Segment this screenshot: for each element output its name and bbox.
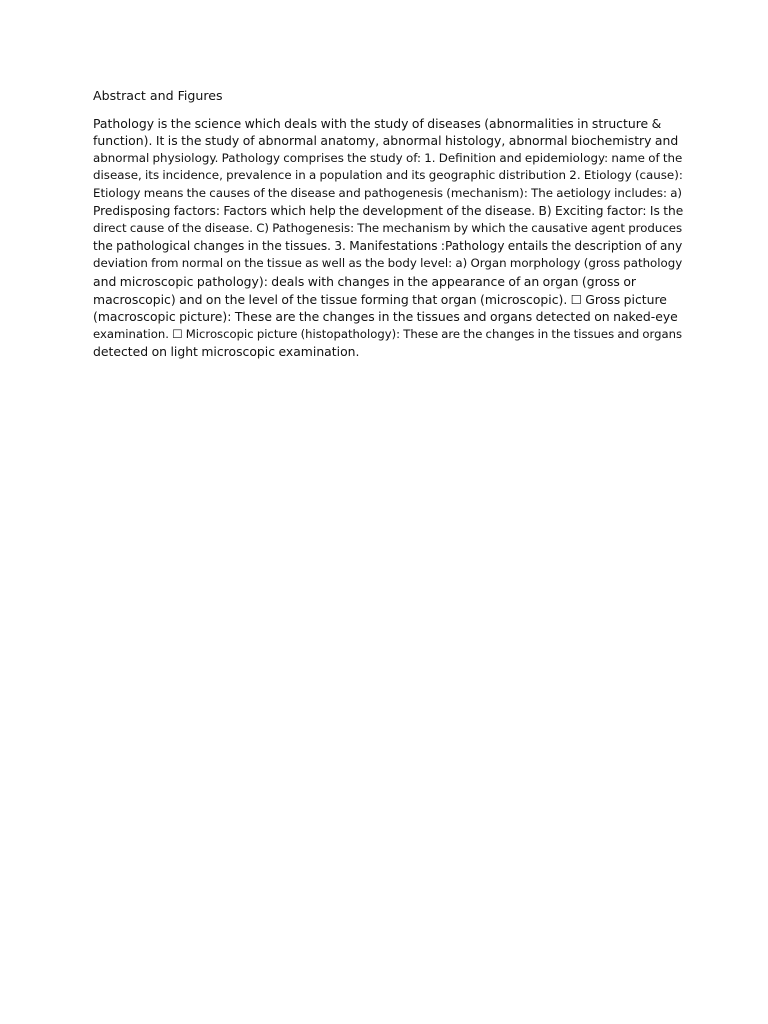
document-page — [93, 87, 683, 361]
paragraph-line: function). It is the study of abnormal anatomy, abnormal histology, abnormal biochemistry and — [93, 133, 679, 149]
paragraph-line: the pathological changes in the tissues. 3. Manifestations :Pathology entails the description of any — [93, 238, 683, 253]
paragraph-line: Predisposing factors: Factors which help the development of the disease. B) Exciting factor: Is the — [93, 203, 684, 218]
paragraph-line: (macroscopic picture): These are the changes in the tissues and organs detected on naked-eye — [93, 309, 678, 325]
paragraph-line: Pathology is the science which deals with the study of diseases (abnormalities in structure & — [93, 115, 662, 131]
section-heading: Abstract and Figures — [93, 88, 223, 103]
paragraph-line: examination. ☐ Microscopic picture (histopathology): These are the changes in the tissues and organs — [93, 326, 683, 341]
paragraph-line: deviation from normal on the tissue as well as the body level: a) Organ morphology (gross pathology — [93, 256, 683, 271]
paragraph-line: disease, its incidence, prevalence in a population and its geographic distribution 2. Etiology (cause): — [93, 168, 683, 183]
paragraph-line: detected on light microscopic examination. — [93, 344, 360, 360]
paragraph-line: abnormal physiology. Pathology comprises the study of: 1. Definition and epidemiology: name of the — [93, 150, 683, 165]
paragraph-line: macroscopic) and on the level of the tissue forming that organ (microscopic). ☐ Gross picture — [93, 291, 667, 307]
paragraph-line: and microscopic pathology): deals with changes in the appearance of an organ (gross or — [93, 273, 637, 289]
paragraph-line: direct cause of the disease. C) Pathogenesis: The mechanism by which the causative agent produces — [93, 221, 683, 236]
abstract-paragraph — [93, 115, 683, 361]
paragraph-line: Etiology means the causes of the disease and pathogenesis (mechanism): The aetiology includes: a) — [93, 185, 683, 200]
